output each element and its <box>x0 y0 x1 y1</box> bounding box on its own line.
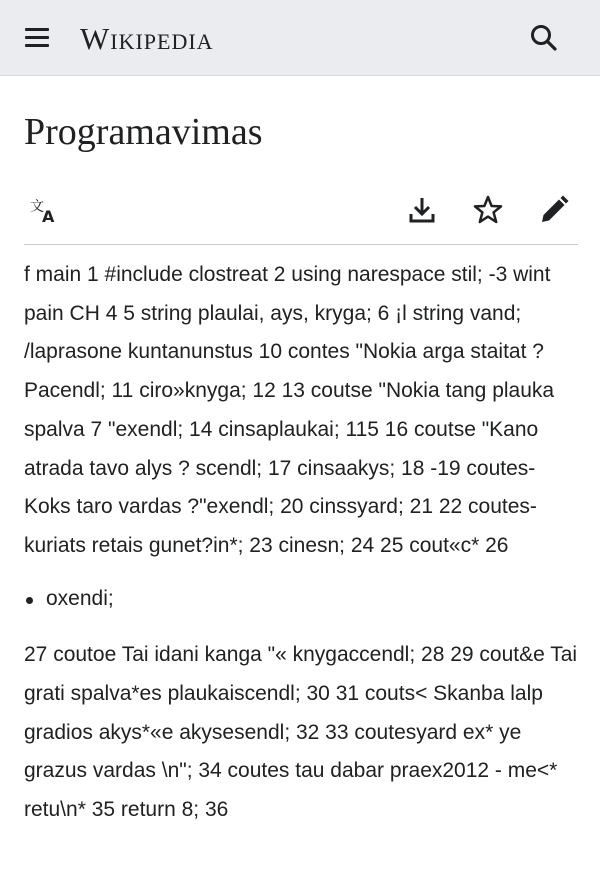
paragraph: f main 1 #include clostreat 2 using narespace stil; -3 wint pain CH 4 5 string plaulai, ays, kryga; 6 ¡l string vand; /laprasone kuntanunstus 10 contes "Nokia arga staitat ? Pacendl; 11 ciro»knyga; 12 13 coutse "Nokia tang plauka spalva 7 "exendl; 14 cinsaplaukai; 115 16 coutse "Kano atrada tavo alys ? scendl; 17 cinsaakys; 18 -19 coutes-Koks taro vardas ?"exendl; 20 cinssyard; 21 22 coutes-kuriats retais gunet?in*; 23 cinesn; 24 25 cout«c* 26 <box>24 263 555 557</box>
list-item: oxendi; <box>46 580 580 619</box>
watch-star-icon[interactable] <box>472 194 504 226</box>
menu-bar <box>25 44 49 47</box>
hamburger-menu-icon[interactable] <box>22 24 54 52</box>
article-content <box>24 256 580 830</box>
edit-pencil-icon[interactable] <box>538 194 570 226</box>
page-actions-bar <box>24 186 578 245</box>
language-icon[interactable] <box>28 194 60 226</box>
bullet-list <box>24 580 580 619</box>
menu-bar <box>25 28 49 31</box>
search-icon[interactable] <box>528 22 560 54</box>
download-icon[interactable] <box>406 194 438 226</box>
menu-bar <box>25 36 49 39</box>
svg-text:A: A <box>42 207 55 226</box>
top-header <box>0 0 600 76</box>
paragraph: 27 coutoe Tai idani kanga "« knygaccendl; 28 29 cout&e Tai grati spalva*es plaukaiscendl; 30 31 couts< Skanba lalp gradios akys*«e akysesendl; 32 33 coutesyard ex* ye grazus vardas \n"; 34 coutes tau dabar praex2012 - me<* retu\n* 35 return 8; 36 <box>24 643 578 822</box>
svg-text:文: 文 <box>30 199 44 215</box>
page-title: Programavimas <box>24 111 263 153</box>
wikipedia-logo[interactable]: Wikipedia <box>80 21 214 56</box>
